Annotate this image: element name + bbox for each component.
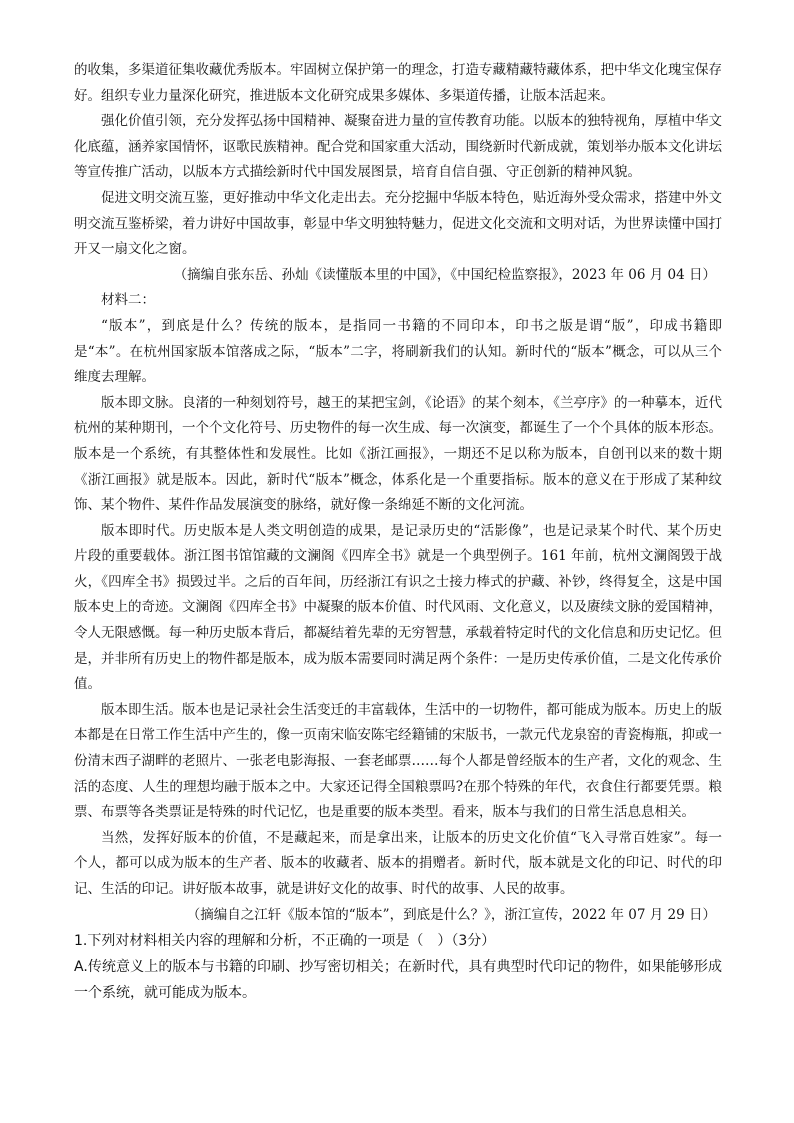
material2-paragraph-2: 版本即文脉。良渚的一种刻划符号，越王的某把宝剑，《论语》的某个刻本，《兰亭序》的一种摹本，近代杭州的某种期刊，一个个文化符号、历史物件的每一次生成、每一次演变，都诞生了一个个具体的版本形态。版本是一个系统，有其整体性和发展性。比如《浙江画报》，一期还不足以称为版本，自创刊以来的数十期《浙江画报》就是版本。因此，新时代“版本”概念，体系化是一个重要指标。版本的意义在于形成了某种纹饰、某个物件、某件作品发展演变的脉络，就好像一条绵延不断的文化河流。 — [74, 394, 722, 514]
question-1-option-a: A.传统意义上的版本与书籍的印刷、抄写密切相关；在新时代，具有典型时代印记的物件，如果能够形成一个系统，就可能成为版本。 — [74, 959, 722, 1002]
material1-paragraph-1: 的收集，多渠道征集收藏优秀版本。牢固树立保护第一的理念，打造专藏精藏特藏体系，把中华文化瑰宝保存好。组织专业力量深化研究，推进版本文化研究成果多媒体、多渠道传播，让版本活起来。 — [74, 62, 722, 104]
material1-source: （摘编自张东岳、孙灿《读懂版本里的中国》，《中国纪检监察报》，2023 年 06 月 04 日） — [173, 266, 716, 283]
question-1-stem: 1.下列对材料相关内容的理解和分析，不正确的一项是（ ）（3分） — [74, 933, 496, 950]
material2-paragraph-4: 版本即生活。版本也是记录社会生活变迁的丰富载体，生活中的一切物件，都可能成为版本。历史上的版本都是在日常工作生活中产生的，像一页南宋临安陈宅经籍铺的宋版书，一款元代龙泉窑的青瓷梅瓶，抑或一份清末西子湖畔的老照片、一张老电影海报、一套老邮票……每个人都是曾经版本的生产者，文化的观念、生活的态度、人生的理想均融于版本之中。大家还记得全国粮票吗?在那个特殊的年代，衣食住行都要凭票。粮票、布票等各类票证是特殊的时代记忆，也是重要的版本类型。看来，版本与我们的日常生活息息相关。 — [74, 701, 722, 821]
material2-paragraph-1: “版本”，到底是什么？传统的版本，是指同一书籍的不同印本，印书之版是谓“版”，印成书籍即是“本”。在杭州国家版本馆落成之际，“版本”二字，将刷新我们的认知。新时代的“版本”概念，可以从三个维度去理解。 — [74, 317, 722, 386]
material2-source: （摘编自之江轩《版本馆的“版本”，到底是什么？》，浙江宣传，2022 年 07 月 29 日） — [186, 906, 716, 923]
material2-label: 材料二： — [101, 292, 155, 309]
article-body — [74, 58, 722, 1006]
material1-paragraph-3: 促进文明交流互鉴，更好推动中华文化走出去。充分挖掘中华版本特色，贴近海外受众需求，搭建中外文明交流互鉴桥梁，着力讲好中国故事，彰显中华文明独特魅力，促进文化交流和文明对话，为世界读懂中国打开又一扇文化之窗。 — [74, 189, 722, 258]
material1-paragraph-2: 强化价值引领，充分发挥弘扬中国精神、凝聚奋进力量的宣传教育功能。以版本的独特视角，厚植中华文化底蕴，涵养家国情怀，讴歌民族精神。配合党和国家重大活动，围绕新时代新成就，策划举办版本文化讲坛等宣传推广活动，以版本方式描绘新时代中国发展图景，培育自信自强、守正创新的精神风貌。 — [74, 113, 722, 181]
material2-paragraph-3: 版本即时代。历史版本是人类文明创造的成果，是记录历史的“活影像”，也是记录某个时代、某个历史片段的重要载体。浙江图书馆馆藏的文澜阁《四库全书》就是一个典型例子。161 年前，杭州文澜阁毁于战火，《四库全书》损毁过半。之后的百年间，历经浙江有识之士接力棒式的护藏、补钞，终得复全，这是中国版本史上的奇迹。文澜阁《四库全书》中凝聚的版本价值、时代风雨、文化意义，以及赓续文脉的爱国精神，令人无限感慨。每一种历史版本背后，都凝结着先辈的无穷智慧，承载着特定时代的文化信息和历史记忆。但是，并非所有历史上的物件都是版本，成为版本需要同时满足两个条件：一是历史传承价值，二是文化传承价值。 — [74, 522, 722, 693]
material2-paragraph-5: 当然，发挥好版本的价值，不是藏起来，而是拿出来，让版本的历史文化价值“飞入寻常百姓家”。每一个人，都可以成为版本的生产者、版本的收藏者、版本的捐赠者。新时代，版本就是文化的印记、时代的印记、生活的印记。讲好版本故事，就是讲好文化的故事、时代的故事、人民的故事。 — [74, 829, 722, 897]
